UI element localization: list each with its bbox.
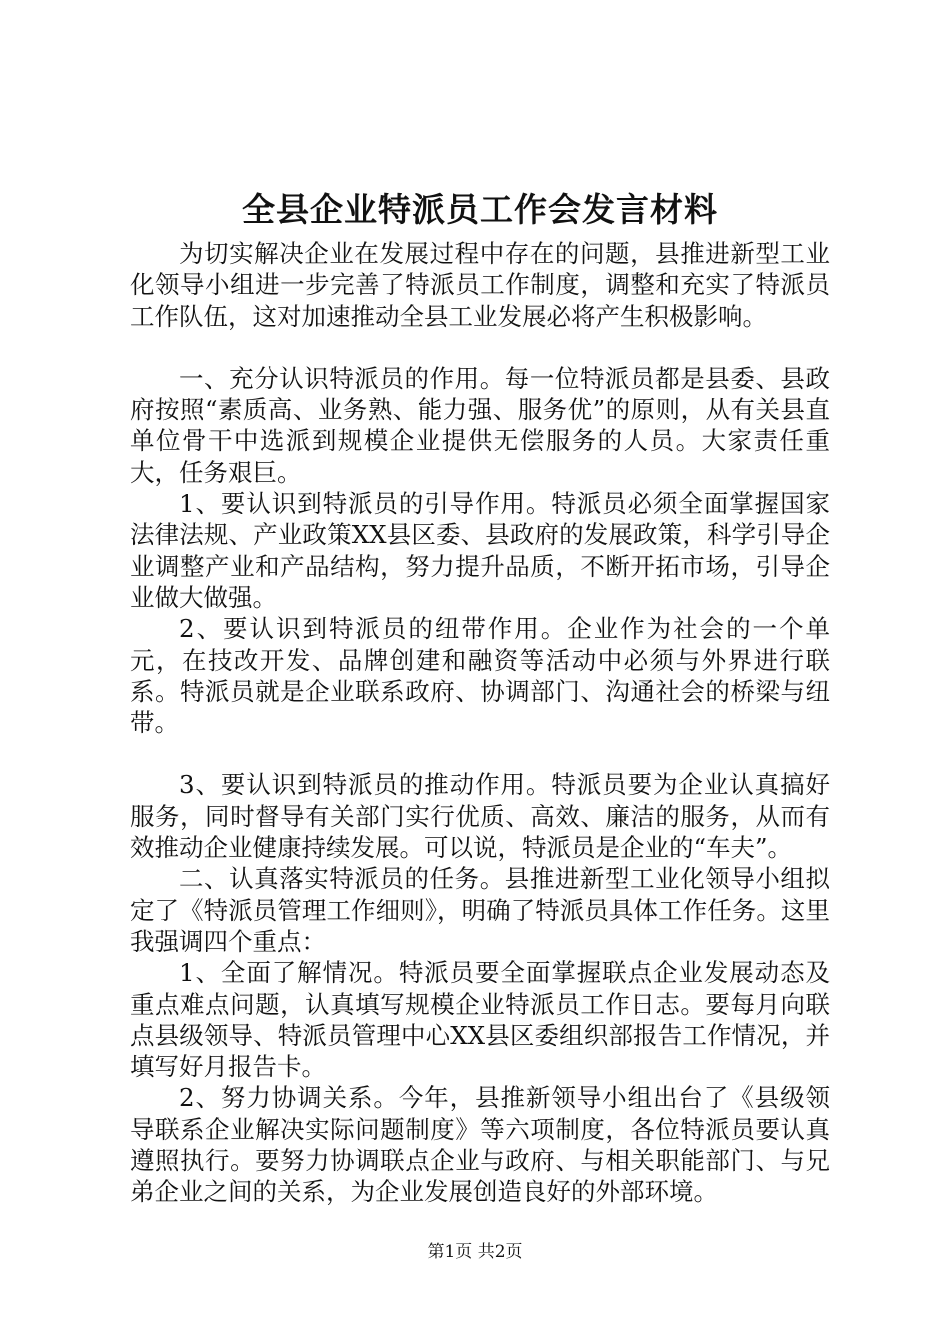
document-title: 全县企业特派员工作会发言材料	[242, 190, 718, 229]
paragraph-intro: 为切实解决企业在发展过程中存在的问题，县推进新型工业化领导小组进一步完善了特派员工作制度，调整和充实了特派员工作队伍，这对加速推动全县工业发展必将产生积极影响。	[130, 239, 830, 331]
document-body	[130, 238, 830, 1208]
paragraph-item-2-2: 2、努力协调关系。今年，县推新领导小组出台了《县级领导联系企业解决实际问题制度》等六项制度，各位特派员要认真遵照执行。要努力协调联点企业与政府、与相关职能部门、与兄弟企业之间的关系，为企业发展创造良好的外部环境。	[130, 1083, 830, 1207]
paragraph-spacer	[130, 332, 830, 363]
paragraph-spacer	[130, 738, 830, 769]
paragraph-item-1-2: 2、要认识到特派员的纽带作用。企业作为社会的一个单元，在技改开发、品牌创建和融资等活动中必须与外界进行联系。特派员就是企业联系政府、协调部门、沟通社会的桥梁与纽带。	[130, 614, 830, 738]
paragraph-item-1-3: 3、要认识到特派员的推动作用。特派员要为企业认真搞好服务，同时督导有关部门实行优质、高效、廉洁的服务，从而有效推动企业健康持续发展。可以说，特派员是企业的“车夫”。	[130, 770, 830, 863]
page-number: 第1页 共2页	[427, 1242, 523, 1262]
paragraph-section-2: 二、认真落实特派员的任务。县推进新型工业化领导小组拟定了《特派员管理工作细则》，明确了特派员具体工作任务。这里我强调四个重点：	[130, 864, 830, 956]
paragraph-item-2-1: 1、全面了解情况。特派员要全面掌握联点企业发展动态及重点难点问题，认真填写规模企业特派员工作日志。要每月向联点县级领导、特派员管理中心XX县区委组织部报告工作情况，并填写好月报告卡。	[130, 958, 830, 1082]
paragraph-section-1: 一、充分认识特派员的作用。每一位特派员都是县委、县政府按照“素质高、业务熟、能力强、服务优”的原则，从有关县直单位骨干中选派到规模企业提供无偿服务的人员。大家责任重大，任务艰巨。	[130, 363, 830, 487]
paragraph-item-1-1: 1、要认识到特派员的引导作用。特派员必须全面掌握国家法律法规、产业政策XX县区委、县政府的发展政策，科学引导企业调整产业和产品结构，努力提升品质，不断开拓市场，引导企业做大做强。	[130, 489, 830, 612]
